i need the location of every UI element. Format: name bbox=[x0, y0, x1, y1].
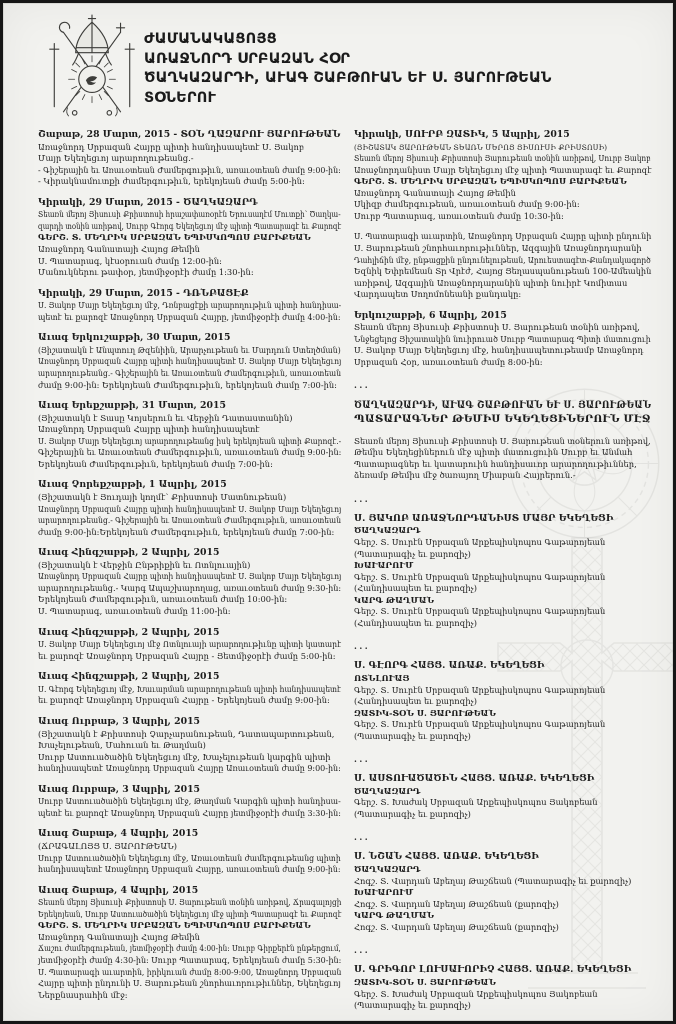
section-line: Գերշ. Տ. Խաժակ Սրբազան Արքեպիսկոպոս Յակոբեան bbox=[354, 797, 598, 808]
section-line: Դահլիճին մէջ, ընթացքին ընդունելութեան, Արուեստագէտ-Քանդակագործ bbox=[354, 254, 651, 265]
section-line: Սկիզբ ժամերգութեան, առաւօտեան ժամը 9:00-ին: bbox=[354, 199, 580, 210]
section-line: ՈՏՆԼՈՒԱՅ bbox=[354, 672, 410, 683]
section-line: Առաջնորդ Գանատայի Հայոց Թեմին bbox=[354, 187, 516, 198]
section-line: Ս. Պատարագի աւարտին, իրիկուան ժամը 8:00-9:00, Առաջնորդ Սրբազան bbox=[38, 966, 342, 977]
section-line: արարողութեանց.- Կարգ Ապաշխարողաց, առաւօտեան ժամը 9:30-ին: bbox=[38, 582, 342, 593]
section-line: Առաջնորդ Սրբազան Հայրը պիտի հանդիսապետէ Ս. Յակոբ Մայր Եկեղեցւոյ bbox=[38, 503, 342, 514]
schedule-section bbox=[354, 964, 651, 1011]
section-line: Հայրը պիտի ընդունի Ս. Յարութեան շնորհաւորութիւններ, Եկեղեցւոյ bbox=[38, 978, 341, 989]
section-line: պետէ եւ քարոզէ Առաջնորդ Սրբազան Հայրը, յետմիջօրէի ժամը 4:00-ին: bbox=[38, 311, 341, 322]
section-line: - Գիշերային եւ Առաւօտեան Ժամերգութիւն, առաւօտեան ժամը 9:00-ին: bbox=[38, 164, 341, 175]
section-line: ժամը 9:00-ին: Երեկոյեան Ժամերգութիւն, երեկոյեան ժամը 7:00-ին: bbox=[38, 379, 337, 390]
section-line: Ճաշու ժամերգութեան, յետմիջօրէի ժամը 4:00-ին: Սուրբ Գիրքերէն ընթերցում, bbox=[38, 943, 341, 954]
section-heading: Ս. ԳՐԻԳՈՐ ԼՈՒՍԱՒՈՐԻՉ ՀԱՅՑ. ԱՌԱՔ. ԵԿԵՂԵՑԻ bbox=[354, 964, 632, 976]
section-line: Գերշ. Տ. Սուրէն Սրբազան Արքեպիսկոպոս Գաթարոյեան bbox=[354, 606, 606, 617]
section-line: (Հանդիսապետ եւ քարոզիչ) bbox=[354, 583, 477, 594]
section-line: հանդիսապետէ Առաջնորդ Սրբազան Հայրը, առաւօտեան ժամը 9:00-ին: bbox=[38, 864, 341, 875]
section-line: Տեառն մերոյ Յիսուսի Քրիստոսի հրաշափառօրէն Երուսաղէմ Մուտքի՝ Ծաղկա- bbox=[38, 209, 341, 220]
section-line: ԽԱՒԱՐՈՒՄ bbox=[354, 560, 414, 571]
section-heading: Երկուշաբթի, 6 Ապրիլ, 2015 bbox=[354, 309, 507, 321]
schedule-section bbox=[354, 851, 651, 933]
section-line: Առաջնորդ Սրբազան Հայրը պիտի հանդիսապետէ Ս. Յակոբ Մայր Եկեղեցւոյ bbox=[38, 356, 342, 367]
section-heading: Աւագ Հինգշաբթի, 2 Ապրիլ, 2015 bbox=[38, 547, 220, 559]
section-line: զարդի տօնին առիթով, Սուրբ Գէորգ Եկեղեցւոյ մէջ պիտի Պատարագէ եւ Քարոզէ bbox=[38, 220, 342, 231]
schedule-section bbox=[38, 828, 341, 875]
title-line-4: ՏՕՆԵՐՈՒ bbox=[144, 89, 217, 106]
spacer bbox=[354, 427, 651, 436]
schedule-section bbox=[38, 784, 341, 820]
section-line: Ս. Պատարագ, կէսօրուան ժամը 12:00-ին: bbox=[38, 255, 222, 266]
section-line: ԳԵՐՇ. Տ. ՄԵՂՐԻԿ ՍՐԲԱԶԱՆ ԵՊԻՍԿՈՊՈՍ ԲԱՐԻՔԵԱՆ bbox=[354, 176, 627, 187]
section-line: (Յիշատակն է Վերջին Ընթրիքին եւ Ոտնլուային) bbox=[38, 559, 251, 570]
schedule-section bbox=[354, 773, 651, 820]
section-line: Գերշ. Տ. Սուրէն Սրբազան Արքեպիսկոպոս Գաթարոյեան bbox=[354, 537, 606, 547]
schedule-section bbox=[354, 399, 651, 481]
section-line: Տեառն մերոյ Յիսուսի Քրիստոսի Յարութեան տօնին առիթով, Սուրբ Յակոբ bbox=[354, 153, 651, 164]
section-line: Գերշ. Տ. Սուրէն Սրբազան Արքեպիսկոպոս Գաթարոյեան bbox=[354, 571, 606, 582]
section-heading: Ս. ՆՇԱՆ ՀԱՅՑ. ԱՌԱՔ. ԵԿԵՂԵՑԻ bbox=[354, 851, 539, 863]
section-line: (Հանդիսապետ եւ քարոզիչ) bbox=[354, 617, 477, 628]
section-line: Տեառն մերոյ Յիսուսի Քրիստոսի Ս. Յարութեան տօնին առիթով, Ճրագալոյցի bbox=[38, 897, 342, 908]
schedule-section bbox=[38, 479, 341, 538]
section-line: (Պատարագիչ եւ քարոզիչ) bbox=[354, 808, 471, 819]
section-heading: Աւագ Շաբաթ, 4 Ապրիլ, 2015 bbox=[38, 828, 199, 840]
section-line: ժամը 9:00-ին:Երեկոյեան Ժամերգութիւն, երեկոյեան ժամը 7:00-ին: bbox=[38, 526, 335, 537]
section-heading: ԾԱՂԿԱԶԱՐԴԻ, ԱՒԱԳ ՇԱԲԹՈՒԱՆ ԵՒ Ս. ՅԱՐՈՒԹԵԱՆ bbox=[354, 399, 652, 412]
section-line: (Պատարագիչ եւ քարոզիչ) bbox=[354, 548, 471, 559]
section-line: Սուրբ Աստուածածին Եկեղեցւոյ մէջ, Խաչելութեան կարգին պիտի bbox=[38, 751, 331, 762]
section-line: առիթով, Ազգային Առաջնորդարանին պիտի նուիրէ Կոմիտաս bbox=[354, 277, 628, 288]
section-line: ԿԱՐԳ ԹԱՂՄԱՆ bbox=[354, 910, 435, 921]
section-heading: Ս. ԳԷՈՐԳ ՀԱՅՑ. ԱՌԱՔ. ԵԿԵՂԵՑԻ bbox=[354, 660, 545, 672]
section-line: եւ քարոզէ Առաջնորդ Սրբազան Հայրը - Յետմիջօրէի ժամը 5:00-ին: bbox=[38, 650, 336, 661]
section-line: Առաջնորդ Սրբազան Հայրը պիտի հանդիսապետէ Ս. Յակոբ Մայր Եկեղեցւոյ bbox=[38, 571, 342, 582]
section-line: Ս. Յարութեան շնորհաւորութիւններ, Ազգային Առաջնորդարանի bbox=[354, 242, 642, 253]
left-column bbox=[38, 129, 341, 1001]
section-line: Ս. Յակոբ Մայր Եկեղեցւոյ մէջ, հանդիսապետութեամբ Առաջնորդ bbox=[354, 345, 644, 356]
section-line: Երեկոյեան Ժամերգութիւն, առաւօտեան ժամը 10:00-ին: bbox=[38, 594, 288, 605]
section-line: պետէ եւ քարոզէ Առաջնորդ Սրբազան Հայրը յետմիջօրէի ժամը 3:30-ին: bbox=[38, 807, 341, 818]
section-line: հանդիսապետէ Առաջնորդ Սրբազան Հայրը Առաւօտեան ժամը 9:00-ին: bbox=[38, 763, 341, 774]
section-separator: ... bbox=[354, 493, 371, 504]
title-line-2: ԱՌԱՋՆՈՐԴ ՍՐԲԱԶԱՆ ՀՕՐ bbox=[144, 50, 351, 67]
section-line: Տեառն մերոյ Յիսուսի Քրիստոսի Ս. Յարութեան տօներուն առիթով, bbox=[354, 435, 651, 446]
section-line: ԶԱՏԻԿ-ՏՕՆ Ս. ՅԱՐՈՒԹԵԱՆ bbox=[354, 707, 496, 718]
section-line: (Պատարագիչ եւ քարոզիչ) bbox=[354, 730, 471, 741]
section-line: Վարդապետ Սողոմոնեանի քանդակը: bbox=[354, 289, 522, 300]
title-line-1: ԺԱՄԱՆԱԿԱՑՈՅՑ bbox=[144, 31, 277, 47]
diocese-crest-icon bbox=[45, 14, 139, 120]
schedule-section bbox=[38, 627, 341, 663]
section-line: Մայր Եկեղեցւոյ արարողութեանց.- bbox=[38, 153, 194, 164]
schedule-section bbox=[354, 231, 651, 300]
section-heading: Կիրակի, 29 Մարտ, 2015 - ԾԱՂԿԱԶԱՐԴ bbox=[38, 196, 258, 208]
section-line: Սուրբ Աստուածածին Եկեղեցւոյ մէջ, Թաղման Կարգին պիտի հանդիսա- bbox=[38, 796, 341, 807]
section-line: (Հանդիսապետ եւ քարոզիչ) bbox=[354, 696, 477, 707]
section-line: ԳԵՐՇ. Տ. ՄԵՂՐԻԿ ՍՐԲԱԶԱՆ ԵՊԻՍԿՈՊՈՍ ԲԱՐԻՔԵԱՆ bbox=[38, 232, 311, 243]
section-line: Առաջնորդ Գանատայի Հայոց Թեմին bbox=[38, 244, 200, 255]
section-heading: Ս. ՅԱԿՈԲ ԱՌԱՋՆՈՐԴԱՆԻՍՏ ՄԱՅՐ ԵԿԵՂԵՑԻ bbox=[354, 512, 614, 524]
section-line: Գերշ. Տ. Սուրէն Սրբազան Արքեպիսկոպոս Գաթարոյեան bbox=[354, 719, 606, 730]
section-line: (ՅԻՇԱՏԱԿ ՅԱՐՈՒԹԵԱՆ ՏԵԱՌՆ ՄԵՐՈՅ ՅԻՍՈՒՍԻ ՔՐԻՍՏՈՍԻ) bbox=[354, 142, 608, 152]
section-heading: ՊԱՏԱՐԱԳՆԵՐ ԹԵՄԻՍ ԵԿԵՂԵՑԻՆԵՐՈՒՆ ՄԷՋ bbox=[354, 413, 651, 426]
schedule-section bbox=[354, 129, 651, 222]
section-line: Գիշերային եւ Առաւօտեան Ժամերգութիւն, առաւօտեան ժամը 9:00-ին: bbox=[38, 447, 342, 458]
section-line: Ս. Յակոբ Մայր Եկեղեցւոյ արարողութեանց իսկ երեկոյեան պիտի Քարոզէ.- bbox=[38, 435, 342, 446]
schedule-section bbox=[38, 197, 341, 279]
section-line: (Յիշատակն է Քրիստոսի Չարչարանութեան, Դատապարտութեան, bbox=[38, 728, 335, 739]
section-line: Առաջնորդ Սրբազան Հայրը պիտի հանդիսապետէ bbox=[38, 424, 260, 435]
section-line: Ննջեցելոց Յիշատակին նուիրուած Սուրբ Պատարագ Պիտի մատուցուի bbox=[354, 333, 651, 344]
section-line: Պատարագներ եւ կատարուին հանդիսաւոր արարողութիւններ, bbox=[354, 458, 637, 469]
section-separator: ... bbox=[354, 641, 371, 652]
schedule-section bbox=[354, 513, 651, 630]
section-heading: Աւագ Երեքշաբթի, 31 Մարտ, 2015 bbox=[38, 400, 226, 412]
section-heading: Աւագ Երկուշաբթի, 30 Մարտ, 2015 bbox=[38, 332, 231, 344]
schedule-section bbox=[38, 547, 341, 617]
section-line: ձեռամբ Թեմիս մէջ ծառայող Միաբան Հայրերուն.- bbox=[354, 470, 576, 481]
section-line: (ՃՐԱԳԱԼՈՅՑ Ս. ՅԱՐՈՒԹԵԱՆ) bbox=[38, 841, 177, 851]
section-line: արարողութեանց.- Գիշերային եւ Առաւօտեան Ժամերգութիւն, առաւօտեան bbox=[38, 368, 342, 379]
section-line: ԽԱՒԱՐՈՒՄ bbox=[354, 887, 414, 898]
section-line: Ս. Յակոբ Մայր Եկեղեցւոյ մէջ Ոտնլուայի արարողութիւնը պիտի կատարէ bbox=[38, 639, 342, 650]
section-line: Հոգշ. Տ. Վարդան Աբեղայ Թաշճեան (Պատարագիչ եւ քարոզիչ) bbox=[354, 875, 632, 886]
section-line: Սուրբ Պատարագ, առաւօտեան ժամը 10:30-ին: bbox=[354, 210, 564, 221]
section-line: (Յիշատակն է Տասը Կոյսերուն եւ Վերջին Դատաստանին) bbox=[38, 412, 293, 423]
section-line: Երեկոյեան, Սուրբ Աստուածածին Եկեղեցւոյ մէջ պիտի Պատարագէ եւ Քարոզէ bbox=[38, 908, 342, 919]
schedule-section bbox=[354, 310, 651, 369]
section-line: Ս. Յակոբ Մայր Եկեղեցւոյ մէջ, Դռնբացէքի արարողութիւն պիտի հանդիսա- bbox=[38, 300, 342, 311]
schedule-section bbox=[38, 885, 341, 1002]
section-line: Խաչելութեան, Մահուան եւ Թաղման) bbox=[38, 740, 206, 751]
section-heading: Աւագ Շաբաթ, 4 Ապրիլ, 2015 bbox=[38, 884, 199, 896]
section-line: Գերշ. Տ. Խաժակ Սրբազան Արքեպիսկոպոս Յակոբեան bbox=[354, 988, 598, 999]
section-line: Գերշ. Տ. Սուրէն Սրբազան Արքեպիսկոպոս Գաթարոյեան bbox=[354, 684, 606, 695]
section-line: ԾԱՂԿԱԶԱՐԴ bbox=[354, 864, 421, 875]
section-line: Թեմիս Եկեղեցիներուն մէջ պիտի մատուցուին Սուրբ եւ Անմահ bbox=[354, 447, 633, 458]
schedule-section bbox=[38, 716, 341, 775]
section-separator: ... bbox=[354, 380, 371, 391]
section-heading: Աւագ Ուրբաթ, 3 Ապրիլ, 2015 bbox=[38, 783, 201, 795]
section-line: (Յիշատակն է Յուդայի կողմէ՝ Քրիստոսի Մատնութեան) bbox=[38, 492, 287, 503]
section-heading: Կիրակի, 29 Մարտ, 2015 - ԴՌՆԲԱՑԷՔ bbox=[38, 287, 249, 299]
section-line: յետմիջօրէի ժամը 4:30-ին: Սուրբ Պատարագ, Երեկոյեան ժամը 5:30-ին: bbox=[38, 954, 342, 965]
schedule-section bbox=[38, 288, 341, 324]
section-line: Սուրբ Աստուածածին Եկեղեցւոյ մէջ, Առաւօտեան ժամերգութեանց պիտի bbox=[38, 852, 341, 863]
document-title bbox=[144, 30, 654, 108]
section-heading: Աւագ Հինգշաբթի, 2 Ապրիլ, 2015 bbox=[38, 671, 220, 683]
section-line: Մանուկներու թափօր, յետմիջօրէի ժամը 1:30-ին: bbox=[38, 267, 254, 278]
section-line: (Պատարագիչ եւ քարոզիչ) bbox=[354, 1000, 471, 1011]
section-line: Հոգշ. Տ. Վարդան Աբեղայ Թաշճեան (քարոզիչ) bbox=[354, 921, 559, 932]
section-line: - Կիրակնամուտքի ժամերգութիւն, երեկոյեան ժամը 5:00-ին: bbox=[38, 176, 305, 187]
section-separator: ... bbox=[354, 754, 371, 765]
section-line: Առաջնորդ Սրբազան Հայրը պիտի հանդիսապետէ Ս. Յակոբ bbox=[38, 141, 305, 152]
section-line: Առաջնորդ Գանատայի Հայոց Թեմին bbox=[38, 931, 200, 942]
section-line: եւ քարոզէ Առաջնորդ Սրբազան Հայրը - Երեկոյեան ժամը 9:00-ին: bbox=[38, 695, 330, 706]
section-line: Տեառն մերոյ Յիսուսի Քրիստոսի Ս. Յարութեան տօնին առիթով, bbox=[354, 322, 640, 333]
section-line: Եզնիկ Եփրեմեան Տր Վրէժ, Հայոց Ցեղասպանութեան 100-Ամեակին bbox=[354, 266, 652, 277]
section-line: Հոգշ. Տ. Վարդան Աբեղայ Թաշճեան (քարոզիչ) bbox=[354, 898, 559, 909]
section-line: Ս. Պատարագ, առաւօտեան ժամը 11:00-ին: bbox=[38, 606, 231, 617]
section-line: Ներքնասրահին մէջ: bbox=[38, 989, 128, 1000]
section-line: Ս. Գէորգ Եկեղեցւոյ մէջ, Խաւարման արարողութեան պիտի հանդիսապետէ bbox=[38, 683, 341, 694]
section-separator: ... bbox=[354, 832, 371, 843]
section-line: ԿԱՐԳ ԹԱՂՄԱՆ bbox=[354, 594, 435, 605]
section-line: Երեկոյեան Ժամերգութիւն, երեկոյեան ժամը 7:00-ին: bbox=[38, 458, 273, 469]
section-separator: ... bbox=[354, 945, 371, 956]
schedule-section bbox=[38, 400, 341, 470]
schedule-section bbox=[354, 660, 651, 742]
section-line: Առաջնորդանիստ Մայր Եկեղեցւոյ մէջ պիտի Պատարագէ եւ Քարոզէ bbox=[354, 164, 652, 175]
section-line: Սրբազան Հօր, առաւօտեան ժամը 8:00-ին: bbox=[354, 356, 543, 367]
section-heading: Շաբաթ, 28 Մարտ, 2015 - ՏՕՆ ՂԱԶԱՐՈՒ ՅԱՐՈՒԹԵԱՆ bbox=[38, 129, 341, 140]
section-line: (Յիշատակն է Անպտուղ Թզենիին, Արարչութեան եւ Մարդուն Ստեղծման) bbox=[38, 344, 341, 355]
section-line: ԾԱՂԿԱԶԱՐԴ bbox=[354, 785, 421, 796]
title-line-3: ԾԱՂԿԱԶԱՐԴԻ, ԱՒԱԳ ՇԱԲԹՈՒԱՆ ԵՒ Ս. ՅԱՐՈՒԹԵԱՆ bbox=[144, 70, 552, 86]
section-heading: Ս. ԱՍՏՈՒԱԾԱԾԻՆ ՀԱՅՑ. ԱՌԱՔ. ԵԿԵՂԵՑԻ bbox=[354, 773, 595, 785]
section-heading: Աւագ Ուրբաթ, 3 Ապրիլ, 2015 bbox=[38, 715, 201, 727]
schedule-section bbox=[38, 129, 341, 188]
section-heading: Աւագ Հինգշաբթի, 2 Ապրիլ, 2015 bbox=[38, 626, 220, 638]
section-line: ԶԱՏԻԿ-ՏՕՆ Ս. ՅԱՐՈՒԹԵԱՆ bbox=[354, 976, 496, 987]
section-heading: Կիրակի, ՍՈՒՐԲ ԶԱՏԻԿ, 5 Ապրիլ, 2015 bbox=[354, 129, 570, 140]
section-line: ԳԵՐՇ. Տ. ՄԵՂՐԻԿ ՍՐԲԱԶԱՆ ԵՊԻՍԿՈՊՈՍ ԲԱՐԻՔԵԱՆ bbox=[38, 920, 311, 931]
section-line: արարողութեանց.- Գիշերային եւ Առաւօտեան Ժամերգութիւն, առաւօտեան bbox=[38, 515, 342, 526]
schedule-section bbox=[38, 671, 341, 707]
section-heading: Աւագ Չորեքշաբթի, 1 Ապրիլ, 2015 bbox=[38, 479, 227, 491]
section-line: Ս. Պատարագի աւարտին, Առաջնորդ Սրբազան Հայրը պիտի ընդունի bbox=[354, 231, 652, 242]
right-column bbox=[354, 129, 651, 1012]
section-line: ԾԱՂԿԱԶԱՐԴ bbox=[354, 525, 421, 536]
schedule-section bbox=[38, 332, 341, 391]
